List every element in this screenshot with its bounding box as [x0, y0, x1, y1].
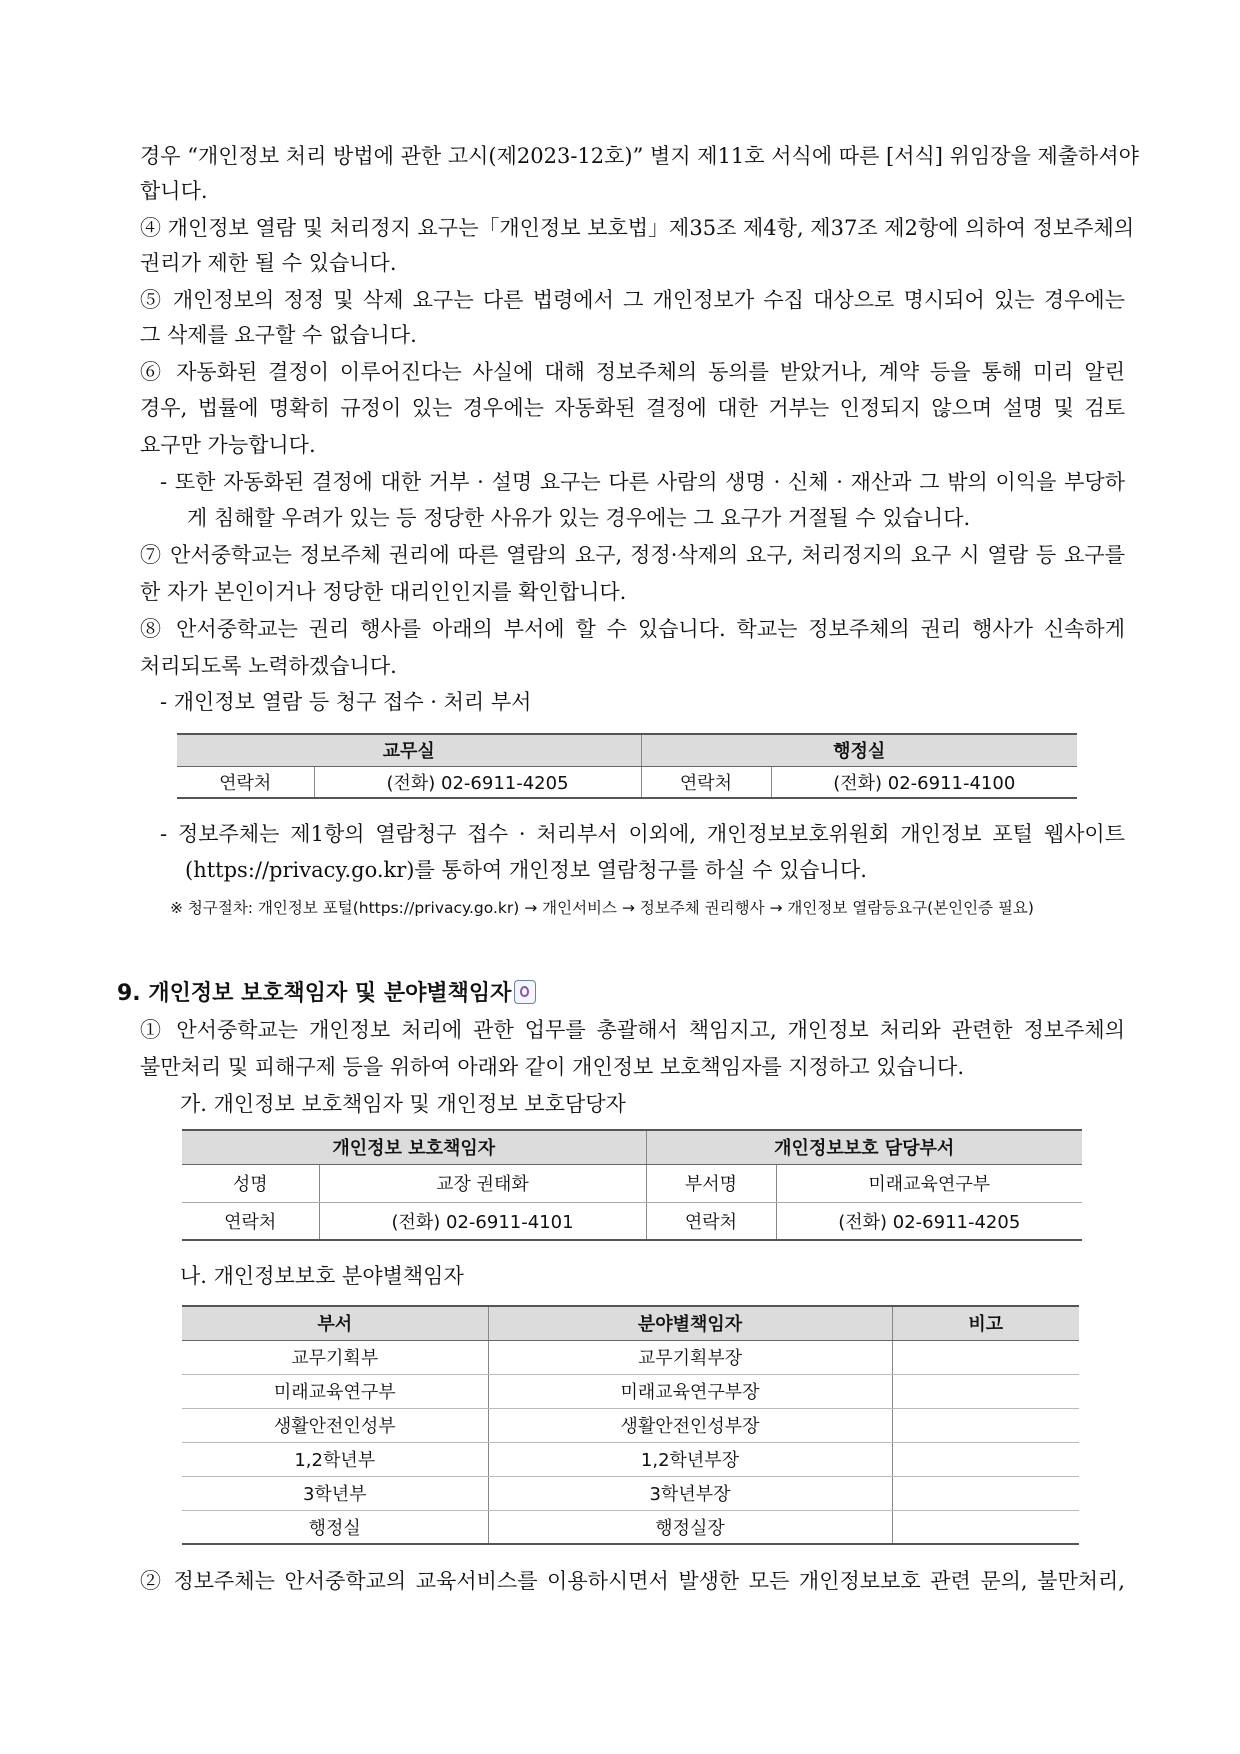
table-cell [892, 1408, 1079, 1442]
table-cell: 생활안전인성부장 [488, 1408, 892, 1442]
dash-item: 게 침해할 우려가 있는 등 정당한 사유가 있는 경우에는 그 요구가 거절될 수 있습니다. [187, 506, 971, 530]
dash-item: - 개인정보 열람 등 청구 접수 · 처리 부서 [160, 690, 532, 714]
table-header: 부서 [182, 1306, 488, 1340]
table-cell: 1,2학년부장 [488, 1442, 892, 1476]
table-cell [892, 1340, 1079, 1374]
table-cell: 1,2학년부 [182, 1442, 488, 1476]
table-cell: 연락처 [641, 766, 771, 798]
subheading: 가. 개인정보 보호책임자 및 개인정보 보호담당자 [180, 1092, 626, 1116]
table-cell: 행정실 [182, 1510, 488, 1544]
section-title: 9. 개인정보 보호책임자 및 분야별책임자 [117, 981, 512, 1006]
table-cell: 3학년부장 [488, 1476, 892, 1510]
subheading: 나. 개인정보보호 분야별책임자 [180, 1264, 464, 1288]
table-cell: 연락처 [182, 1202, 319, 1240]
table-cell: 미래교육연구부 [776, 1164, 1082, 1202]
table-header: 행정실 [641, 734, 1077, 766]
table-header: 개인정보 보호책임자 [182, 1130, 646, 1164]
dash-item: - 정보주체는 제1항의 열람청구 접수 · 처리부서 이외에, 개인정보보호위원회 개인정보 포털 웹사이트 [160, 822, 1125, 846]
paragraph-5-line: ⑤ 개인정보의 정정 및 삭제 요구는 다른 법령에서 그 개인정보가 수집 대상으로 명시되어 있는 경우에는 [140, 288, 1125, 312]
paragraph-line: 합니다. [140, 179, 208, 203]
table-cell: 교장 권태화 [319, 1164, 646, 1202]
paragraph-4-line: ④ 개인정보 열람 및 처리정지 요구는「개인정보 보호법」제35조 제4항, 제37조 제2항에 의하여 정보주체의 [140, 216, 1135, 240]
paragraph-7-line: ⑦ 안서중학교는 정보주체 권리에 따른 열람의 요구, 정정·삭제의 요구, 처리정지의 요구 시 열람 등 요구를 [140, 543, 1125, 567]
paragraph-6-line: 요구만 가능합니다. [140, 433, 316, 457]
paragraph-8-line: 처리되도록 노력하겠습니다. [140, 654, 397, 678]
paragraph-line: 경우 “개인정보 처리 방법에 관한 고시(제2023-12호)” 별지 제11호 서식에 따른 [서식] 위임장을 제출하셔야 [140, 144, 1139, 168]
section-9-paragraph-line: 불만처리 및 피해구제 등을 위하여 아래와 같이 개인정보 보호책임자를 지정하고 있습니다. [140, 1055, 965, 1079]
table-cell: 연락처 [646, 1202, 776, 1240]
table-cell: 생활안전인성부 [182, 1408, 488, 1442]
table-cell: 교무기획부 [182, 1340, 488, 1374]
privacy-officer-table [182, 1129, 1082, 1241]
table-header: 비고 [892, 1306, 1079, 1340]
table-cell [892, 1374, 1079, 1408]
dash-item: - 또한 자동화된 결정에 대한 거부 · 설명 요구는 다른 사람의 생명 · 신체 · 재산과 그 밖의 이익을 부당하 [160, 470, 1125, 494]
paragraph-4-line: 권리가 제한 될 수 있습니다. [140, 251, 397, 275]
paragraph-6-line: ⑥ 자동화된 결정이 이루어진다는 사실에 대해 정보주체의 동의를 받았거나, 계약 등을 통해 미리 알린 [140, 360, 1125, 384]
table-header: 교무실 [177, 734, 641, 766]
privacy-shield-icon [514, 980, 536, 1004]
table-cell: (전화) 02-6911-4205 [314, 766, 641, 798]
dash-item: (https://privacy.go.kr)를 통하여 개인정보 열람청구를 하실 수 있습니다. [185, 858, 867, 882]
table-cell: 미래교육연구부장 [488, 1374, 892, 1408]
table-cell: 미래교육연구부 [182, 1374, 488, 1408]
table-cell: 행정실장 [488, 1510, 892, 1544]
table-cell: 교무기획부장 [488, 1340, 892, 1374]
table-header: 분야별책임자 [488, 1306, 892, 1340]
paragraph-7-line: 한 자가 본인이거나 정당한 대리인인지를 확인합니다. [140, 580, 627, 604]
table-cell [892, 1510, 1079, 1544]
paragraph-5-line: 그 삭제를 요구할 수 없습니다. [140, 323, 417, 347]
table-cell [892, 1476, 1079, 1510]
paragraph-6-line: 경우, 법률에 명확히 규정이 있는 경우에는 자동화된 결정에 대한 거부는 인정되지 않으며 설명 및 검토 [140, 396, 1125, 420]
request-department-table [177, 733, 1077, 799]
table-cell [892, 1442, 1079, 1476]
paragraph-8-line: ⑧ 안서중학교는 권리 행사를 아래의 부서에 할 수 있습니다. 학교는 정보주체의 권리 행사가 신속하게 [140, 617, 1125, 641]
table-cell: 부서명 [646, 1164, 776, 1202]
section-9-paragraph-line: ② 정보주체는 안서중학교의 교육서비스를 이용하시면서 발생한 모든 개인정보보호 관련 문의, 불만처리, [140, 1569, 1125, 1593]
section-9-heading [117, 978, 536, 1010]
section-9-paragraph-line: ① 안서중학교는 개인정보 처리에 관한 업무를 총괄해서 책임지고, 개인정보 처리와 관련한 정보주체의 [140, 1018, 1125, 1042]
table-cell: (전화) 02-6911-4205 [776, 1202, 1082, 1240]
table-cell: 3학년부 [182, 1476, 488, 1510]
field-officer-table [182, 1305, 1079, 1545]
procedure-note: ※ 청구절차: 개인정보 포털(https://privacy.go.kr) → 개인서비스 → 정보주체 권리행사 → 개인정보 열람등요구(본인인증 필요) [170, 899, 1034, 917]
table-cell: (전화) 02-6911-4101 [319, 1202, 646, 1240]
table-cell: (전화) 02-6911-4100 [771, 766, 1077, 798]
table-header: 개인정보보호 담당부서 [646, 1130, 1082, 1164]
table-cell: 성명 [182, 1164, 319, 1202]
table-cell: 연락처 [177, 766, 314, 798]
